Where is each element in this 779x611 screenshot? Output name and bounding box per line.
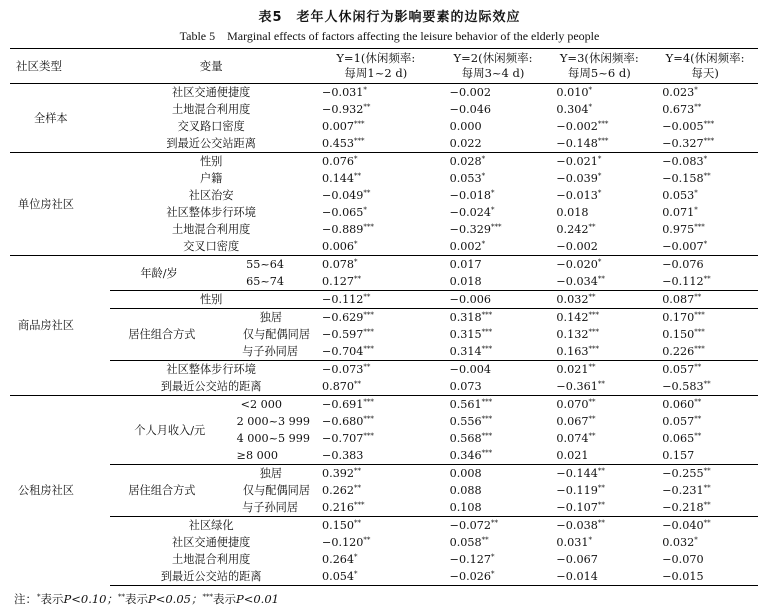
table-row: [10, 291, 758, 309]
cell-y2: 0.561***: [440, 396, 547, 414]
cell-y2: −0.004: [440, 361, 547, 379]
cell-y4: 0.057**: [662, 415, 702, 428]
cell-y3: −0.021*: [546, 153, 652, 171]
cell-y3: −0.013*: [556, 189, 602, 202]
cell-y2: 0.556***: [449, 415, 493, 428]
table-footnote: [14, 591, 279, 607]
row-sub: 4 000~5 999: [236, 432, 311, 445]
cell-y4: 0.032*: [662, 536, 698, 549]
cell-y4: 0.975***: [662, 223, 705, 236]
table-row: [10, 221, 758, 238]
cell-y3: 0.142***: [546, 309, 652, 327]
cell-y3: −0.361**: [556, 380, 605, 393]
header-y1: [312, 49, 440, 84]
cell-y2: 0.000: [449, 120, 482, 133]
cell-y4: 0.071*: [662, 206, 698, 219]
table-row: [10, 238, 758, 256]
cell-y1: −0.680***: [322, 415, 374, 428]
table-row: [10, 361, 758, 379]
row-var: 社区整体步行环境: [110, 361, 312, 379]
row-var: 土地混合利用度: [172, 103, 251, 116]
table-title-en: Table 5 Marginal effects of factors affecting the leisure behavior of the elderly people: [179, 29, 600, 43]
cell-y2: 0.088: [449, 484, 482, 497]
cell-y1: −0.707***: [322, 432, 374, 445]
footnote-p1: P<0.10；: [63, 592, 118, 606]
row-sub: 与子孙同居: [242, 501, 299, 514]
cell-y1: −0.049**: [322, 189, 371, 202]
cell-y1: 0.144**: [322, 172, 362, 185]
cell-y2: 0.346***: [449, 449, 493, 462]
marginal-effects-table: [10, 48, 758, 586]
footnote-text1: 表示: [40, 592, 64, 606]
group-income: 个人月收入/元: [110, 396, 197, 465]
footnote-star1: *: [37, 593, 41, 601]
header-variable: 变量: [110, 49, 312, 84]
cell-y4: −0.218**: [662, 501, 711, 514]
cell-y4: −0.007*: [662, 240, 708, 253]
cell-y1: 0.870**: [322, 380, 362, 393]
table-header-row: [10, 49, 758, 84]
cell-y2: 0.022: [449, 137, 482, 150]
cell-y3: −0.107**: [556, 501, 605, 514]
cell-y2: 0.318***: [440, 309, 547, 327]
table-row: [10, 396, 758, 414]
cell-y4: −0.040**: [652, 517, 758, 535]
cell-y3: −0.014: [546, 568, 652, 586]
section-all: 全样本: [34, 111, 68, 125]
row-sub: 55~64: [198, 256, 312, 274]
row-sub: 与子孙同居: [242, 345, 299, 358]
cell-y4: 0.065**: [662, 432, 702, 445]
cell-y1: 0.216***: [322, 501, 365, 514]
footnote-star3: ***: [202, 593, 213, 601]
cell-y2: −0.046: [449, 103, 491, 116]
cell-y1: 0.127**: [322, 275, 362, 288]
header-y2: [440, 49, 547, 84]
cell-y4: 0.023*: [662, 86, 698, 99]
row-var: 到最近公交站距离: [166, 137, 256, 150]
cell-y4: −0.070: [662, 553, 704, 566]
row-sub: 独居: [198, 309, 312, 327]
table-title-cn: 表5 老年人休闲行为影响要素的边际效应: [258, 10, 521, 25]
cell-y3: 0.067**: [556, 415, 596, 428]
cell-y4: −0.076: [652, 256, 758, 274]
row-var: 性别: [110, 291, 312, 309]
cell-y4: −0.015: [652, 568, 758, 586]
header-y1-line1: Y=1(休闲频率:: [336, 51, 416, 65]
group-living: 居住组合方式: [110, 309, 197, 361]
cell-y3: −0.144**: [546, 465, 652, 483]
cell-y3: −0.034**: [556, 275, 605, 288]
cell-y3: −0.148***: [556, 137, 609, 150]
footnote-star2: **: [117, 593, 125, 601]
row-var: 性别: [110, 153, 312, 171]
table-row: [10, 517, 758, 535]
cell-y3: −0.020*: [546, 256, 652, 274]
cell-y2: 0.315***: [449, 328, 493, 341]
section-gongzu: 公租房社区: [10, 396, 110, 586]
cell-y2: 0.017: [440, 256, 547, 274]
cell-y1: 0.007***: [322, 120, 365, 133]
cell-y1: −0.065*: [322, 206, 367, 219]
cell-y3: 0.070**: [546, 396, 652, 414]
table-row: [10, 551, 758, 568]
cell-y2: 0.058**: [449, 536, 489, 549]
table-row: [10, 309, 758, 327]
row-var: 户籍: [199, 172, 223, 185]
row-var: 交叉路口密度: [177, 120, 245, 133]
row-sub: <2 000: [198, 396, 312, 414]
cell-y3: 0.242**: [556, 223, 596, 236]
cell-y1: 0.054*: [312, 568, 440, 586]
row-sub: 2 000~3 999: [236, 415, 311, 428]
cell-y2: 0.008: [440, 465, 547, 483]
cell-y1: 0.262**: [322, 484, 362, 497]
cell-y3: −0.002***: [556, 120, 609, 133]
cell-y1: −0.383: [322, 449, 364, 462]
footnote-p3: P<0.01: [235, 592, 279, 606]
table-row: [10, 568, 758, 586]
cell-y4: −0.255**: [652, 465, 758, 483]
cell-y4: −0.158**: [662, 172, 711, 185]
header-y2-line2: 每周3~4 d): [461, 66, 525, 80]
header-community: 社区类型: [10, 49, 110, 84]
cell-y4: 0.057**: [652, 361, 758, 379]
row-var: 社区整体步行环境: [166, 206, 256, 219]
cell-y3: −0.119**: [556, 484, 605, 497]
cell-y2: 0.568***: [449, 432, 493, 445]
cell-y3: 0.031*: [556, 536, 592, 549]
table-row: [10, 135, 758, 153]
cell-y3: 0.021**: [546, 361, 652, 379]
cell-y4: 0.170***: [652, 309, 758, 327]
cell-y2: −0.329***: [449, 223, 502, 236]
header-y1-line2: 每周1~2 d): [344, 66, 408, 80]
cell-y3: 0.132***: [556, 328, 599, 341]
row-var: 社区交通便捷度: [172, 536, 251, 549]
row-var: 土地混合利用度: [172, 553, 251, 566]
footnote-p2: P<0.05；: [147, 592, 203, 606]
cell-y2: 0.053*: [449, 172, 486, 185]
table-row: [10, 153, 758, 171]
cell-y1: −0.691***: [312, 396, 440, 414]
header-y2-line1: Y=2(休闲频率:: [453, 51, 533, 65]
cell-y4: 0.060**: [652, 396, 758, 414]
row-sub: ≥8 000: [236, 449, 279, 462]
cell-y4: 0.150***: [662, 328, 705, 341]
cell-y1: 0.150**: [312, 517, 440, 535]
cell-y1: −0.629***: [312, 309, 440, 327]
cell-y2: −0.024*: [449, 206, 495, 219]
header-y4-line2: 每天): [691, 66, 719, 80]
footnote-prefix: 注：: [14, 592, 37, 606]
cell-y1: 0.076*: [312, 153, 440, 171]
cell-y3: −0.039*: [556, 172, 602, 185]
cell-y2: 0.108: [449, 501, 482, 514]
cell-y3: 0.010*: [556, 86, 592, 99]
row-sub: 独居: [198, 465, 312, 483]
row-sub: 仅与配偶同居: [242, 328, 311, 341]
cell-y3: 0.021: [556, 449, 589, 462]
cell-y1: −0.120**: [322, 536, 371, 549]
cell-y4: −0.583**: [662, 380, 711, 393]
table-row: [10, 187, 758, 204]
cell-y3: 0.163***: [556, 345, 599, 358]
header-y3-line1: Y=3(休闲频率:: [559, 51, 639, 65]
row-var: 社区治安: [188, 189, 234, 202]
cell-y3: −0.067: [556, 553, 598, 566]
cell-y1: 0.453***: [322, 137, 365, 150]
cell-y2: 0.002*: [449, 240, 486, 253]
cell-y1: −0.889***: [322, 223, 374, 236]
section-danwei: 单位房社区: [10, 153, 110, 256]
header-y4-line1: Y=4(休闲频率:: [665, 51, 745, 65]
cell-y4: −0.005***: [662, 120, 715, 133]
table-row: [10, 118, 758, 135]
table-row: [10, 256, 758, 274]
cell-y3: 0.074**: [556, 432, 596, 445]
cell-y2: −0.002: [449, 86, 491, 99]
cell-y3: −0.038**: [546, 517, 652, 535]
cell-y1: 0.006*: [322, 240, 358, 253]
cell-y2: −0.127*: [449, 553, 495, 566]
cell-y2: −0.006: [440, 291, 547, 309]
cell-y4: −0.112**: [662, 275, 711, 288]
cell-y1: 0.264*: [322, 553, 358, 566]
cell-y2: 0.018: [449, 275, 482, 288]
row-sub: 65~74: [246, 275, 285, 288]
cell-y1: −0.932**: [322, 103, 371, 116]
cell-y1: −0.597***: [322, 328, 374, 341]
header-y3-line2: 每周5~6 d): [567, 66, 631, 80]
cell-y2: −0.026*: [440, 568, 547, 586]
cell-y3: 0.032**: [546, 291, 652, 309]
table-row: [10, 534, 758, 551]
header-y3: [546, 49, 652, 84]
table-row: [10, 101, 758, 118]
table-row: [10, 465, 758, 483]
cell-y3: −0.002: [556, 240, 598, 253]
cell-y4: 0.053*: [662, 189, 698, 202]
cell-y2: 0.028*: [440, 153, 547, 171]
cell-y1: −0.073**: [312, 361, 440, 379]
section-shangpin: 商品房社区: [10, 256, 110, 396]
group-age: 年龄/岁: [110, 256, 197, 291]
table-row: [10, 378, 758, 396]
cell-y4: −0.231**: [662, 484, 711, 497]
row-var: 社区绿化: [110, 517, 312, 535]
cell-y2: 0.314***: [449, 345, 493, 358]
cell-y4: 0.087**: [652, 291, 758, 309]
row-var: 交叉口密度: [183, 240, 240, 253]
cell-y4: 0.226***: [662, 345, 705, 358]
cell-y1: −0.112**: [312, 291, 440, 309]
row-sub: 仅与配偶同居: [242, 484, 311, 497]
table-row: [10, 204, 758, 221]
cell-y3: 0.304*: [556, 103, 592, 116]
footnote-text2: 表示: [124, 592, 148, 606]
cell-y4: −0.083*: [652, 153, 758, 171]
row-var: 到最近公交站的距离: [160, 380, 262, 393]
table-row: [10, 170, 758, 187]
cell-y1: −0.704***: [322, 345, 374, 358]
row-var: 社区交通便捷度: [172, 86, 251, 99]
row-var: 土地混合利用度: [172, 223, 251, 236]
row-var: 到最近公交站的距离: [110, 568, 312, 586]
cell-y4: 0.673**: [662, 103, 702, 116]
group-living2: 居住组合方式: [110, 465, 197, 517]
cell-y4: 0.157: [662, 449, 695, 462]
footnote-text3: 表示: [212, 592, 236, 606]
table-row: [10, 84, 758, 102]
cell-y3: 0.018: [556, 206, 589, 219]
cell-y2: −0.018*: [449, 189, 495, 202]
header-y4: [652, 49, 758, 84]
cell-y2: −0.072**: [440, 517, 547, 535]
cell-y2: 0.073: [449, 380, 482, 393]
cell-y1: 0.392**: [312, 465, 440, 483]
cell-y1: −0.031*: [322, 86, 367, 99]
cell-y4: −0.327***: [662, 137, 715, 150]
cell-y1: 0.078*: [312, 256, 440, 274]
